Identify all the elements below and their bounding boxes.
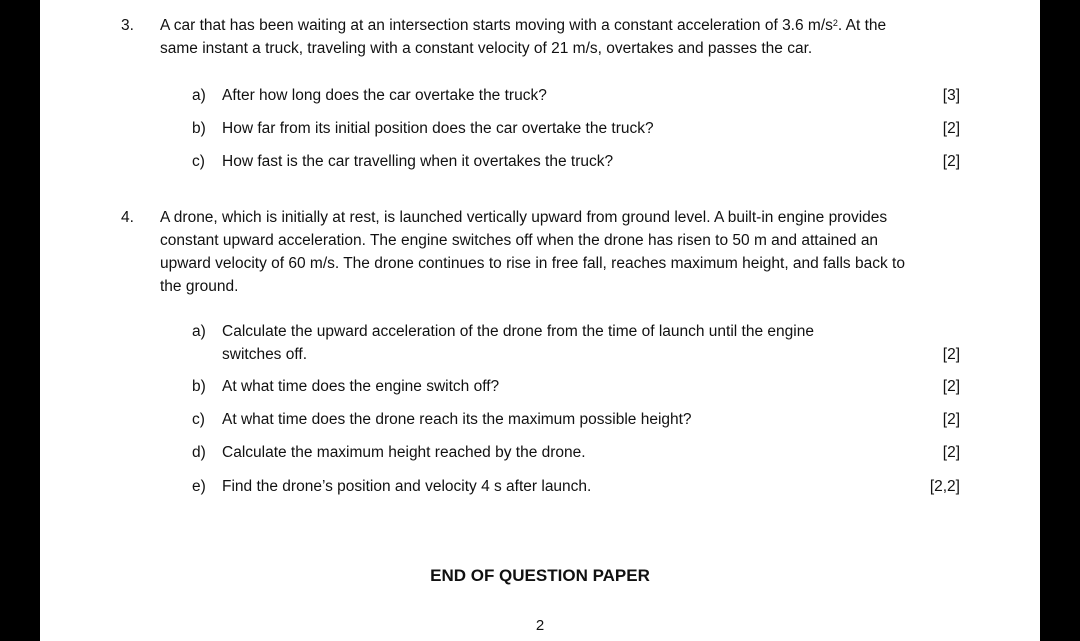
part-marks: [2] — [942, 346, 960, 363]
part-marks: [3] — [942, 87, 960, 104]
part-letter: b) — [192, 378, 206, 395]
superscript: 2 — [832, 18, 838, 28]
part-letter: e) — [192, 478, 206, 495]
part-marks: [2] — [942, 153, 960, 170]
part-letter: b) — [192, 120, 206, 137]
part-letter: c) — [192, 411, 205, 428]
part-marks: [2] — [942, 120, 960, 137]
part-letter: a) — [192, 87, 206, 104]
part-marks: [2,2] — [929, 478, 960, 495]
question-3 — [121, 14, 920, 60]
part-marks: [2] — [942, 411, 960, 428]
question-number: 4. — [121, 209, 134, 226]
part-text: How far from its initial position does the car overtake the truck? — [222, 120, 654, 137]
document-page — [40, 0, 1040, 641]
part-marks: [2] — [942, 444, 960, 461]
part-letter: a) — [192, 323, 206, 340]
part-text: At what time does the engine switch off? — [222, 378, 500, 395]
question-stem: A car that has been waiting at an intersection starts moving with a constant acceleration of 3.6 $m/s^2$. At the same instant a truck, traveling with a constant velocity of 21 m/s, overtakes and passes the car. — [160, 17, 887, 57]
part-marks: [2] — [942, 378, 960, 395]
part-letter: d) — [192, 444, 206, 461]
part-text: Calculate the upward acceleration of the drone from the time of launch until the engine switches off. — [222, 323, 814, 363]
part-letter: c) — [192, 153, 205, 170]
question-number: 3. — [121, 17, 134, 34]
page-number: 2 — [535, 617, 545, 634]
end-of-paper-heading: END OF QUESTION PAPER — [430, 566, 650, 585]
part-text: Calculate the maximum height reached by the drone. — [222, 444, 586, 461]
question-4 — [121, 206, 920, 298]
part-text: After how long does the car overtake the truck? — [222, 87, 547, 104]
part-text: At what time does the drone reach its the maximum possible height? — [222, 411, 692, 428]
question-4-part-a — [192, 320, 960, 366]
question-stem: A drone, which is initially at rest, is launched vertically upward from ground level. A built-in engine provides constant upward acceleration. The engine switches off when the drone has risen to 50 m and attained an upward velocity of 60 m/s. The drone continues to rise in free fall, reaches maximum height, and falls back to the ground. — [160, 209, 905, 295]
part-text: How fast is the car travelling when it overtakes the truck? — [222, 153, 614, 170]
part-text: Find the drone’s position and velocity 4 s after launch. — [222, 478, 592, 495]
